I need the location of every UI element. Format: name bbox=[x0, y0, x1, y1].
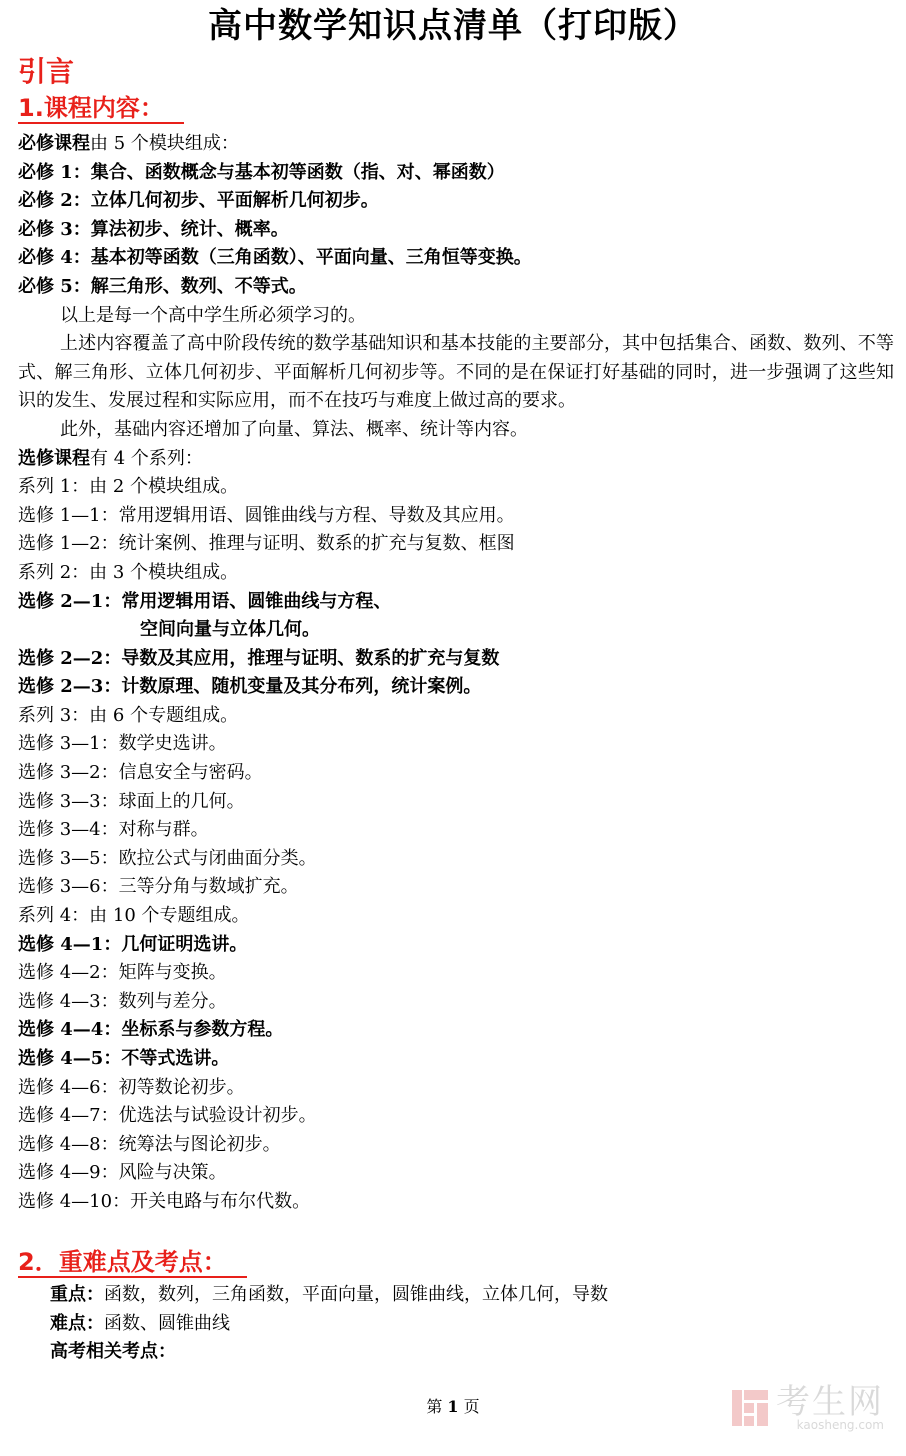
section1-body bbox=[18, 130, 894, 1217]
difficult-points-label: 难点： bbox=[50, 1312, 104, 1334]
key-points-label: 重点： bbox=[50, 1284, 104, 1305]
required-courses-line bbox=[18, 130, 894, 159]
paragraph-2: 上述内容覆盖了高中阶段传统的数学基础知识和基本技能的主要部分，其中包括集合、函数、数列、不等式、解三角形、立体几何初步、平面解析几何初步等。不同的是在保证打好基础的同时，进一步强调了这些知识的发生、发展过程和实际应用，而不在技巧与难度上做过高的要求。 bbox=[18, 333, 894, 412]
elective-line: 选修 4—4：坐标系与参数方程。 bbox=[18, 1019, 284, 1041]
page-prefix: 第 bbox=[426, 1397, 443, 1416]
elective-list bbox=[18, 473, 894, 1216]
module-line: 必修 3：算法初步、统计、概率。 bbox=[18, 218, 289, 240]
elective-line: 选修 3—2：信息安全与密码。 bbox=[18, 762, 263, 784]
key-points-line bbox=[18, 1281, 894, 1310]
elective-line: 系列 3：由 6 个专题组成。 bbox=[18, 704, 239, 726]
elective-line: 选修 3—4：对称与群。 bbox=[18, 819, 209, 841]
elective-line: 选修 4—9：风险与决策。 bbox=[18, 1162, 227, 1184]
elective-line: 选修 2—2：导数及其应用，推理与证明、数系的扩充与复数 bbox=[18, 647, 500, 669]
elective-line: 选修 4—2：矩阵与变换。 bbox=[18, 962, 227, 984]
page-number-value: 1 bbox=[447, 1397, 459, 1416]
difficult-points-text: 函数、圆锥曲线 bbox=[104, 1312, 230, 1334]
section2-body bbox=[18, 1281, 894, 1367]
section1-heading bbox=[18, 92, 184, 124]
module-line: 必修 5：解三角形、数列、不等式。 bbox=[18, 275, 307, 297]
elective-line: 选修 4—10：开关电路与布尔代数。 bbox=[18, 1190, 311, 1212]
elective-line: 选修 4—5：不等式选讲。 bbox=[18, 1048, 230, 1069]
key-points-text: 函数，数列，三角函数，平面向量，圆锥曲线，立体几何，导数 bbox=[104, 1284, 608, 1305]
elective-line: 系列 2：由 3 个模块组成。 bbox=[18, 561, 239, 583]
watermark-logo-icon bbox=[730, 1388, 770, 1428]
elective-line: 选修 3—1：数学史选讲。 bbox=[18, 733, 227, 755]
elective-line: 选修 4—3：数列与差分。 bbox=[18, 990, 227, 1012]
section2-heading-text: 2．重难点及考点： bbox=[18, 1248, 247, 1278]
elective-line: 系列 4：由 10 个专题组成。 bbox=[18, 905, 250, 927]
watermark-cn: 考生网 bbox=[776, 1382, 884, 1422]
paragraph-3: 此外，基础内容还增加了向量、算法、概率、统计等内容。 bbox=[60, 418, 528, 440]
module-line: 必修 2：立体几何初步、平面解析几何初步。 bbox=[18, 190, 379, 212]
elective-line: 系列 1：由 2 个模块组成。 bbox=[18, 476, 239, 498]
section1-heading-text: 1.课程内容： bbox=[18, 94, 184, 124]
module-line: 必修 4：基本初等函数（三角函数）、平面向量、三角恒等变换。 bbox=[18, 247, 532, 269]
watermark-text bbox=[776, 1382, 884, 1432]
elective-line: 选修 4—1：几何证明选讲。 bbox=[18, 933, 248, 955]
module-line: 必修 1：集合、函数概念与基本初等函数（指、对、幂函数） bbox=[18, 161, 505, 183]
elective-line: 选修 2—1：常用逻辑用语、圆锥曲线与方程、 bbox=[18, 590, 392, 612]
elective-line: 选修 3—5：欧拉公式与闭曲面分类。 bbox=[18, 847, 317, 869]
elective-line: 选修 3—3：球面上的几何。 bbox=[18, 790, 245, 812]
elective-line: 选修 3—6：三等分角与数域扩充。 bbox=[18, 876, 299, 898]
watermark-en: kaosheng.com bbox=[796, 1418, 884, 1432]
elective-line: 选修 4—6：初等数论初步。 bbox=[18, 1076, 245, 1098]
intro-heading: 引言 bbox=[18, 55, 75, 88]
page-suffix: 页 bbox=[463, 1397, 480, 1416]
elective-line: 选修 2—3：计数原理、随机变量及其分布列，统计案例。 bbox=[18, 676, 482, 698]
elective-line: 空间向量与立体几何。 bbox=[140, 619, 320, 641]
document-title: 高中数学知识点清单（打印版） bbox=[208, 6, 698, 46]
elective-line: 选修 4—8：统筹法与图论初步。 bbox=[18, 1133, 281, 1155]
required-courses-label: 必修课程 bbox=[18, 133, 90, 154]
exam-points-label: 高考相关考点： bbox=[50, 1341, 176, 1363]
difficult-points-line bbox=[18, 1310, 894, 1339]
elective-courses-line bbox=[18, 445, 894, 474]
paragraph-1: 以上是每一个高中学生所必须学习的。 bbox=[60, 304, 366, 326]
elective-courses-rest: 有 4 个系列： bbox=[90, 447, 203, 469]
elective-line: 选修 1—1：常用逻辑用语、圆锥曲线与方程、导数及其应用。 bbox=[18, 504, 515, 526]
elective-courses-label: 选修课程 bbox=[18, 447, 90, 469]
section2-heading bbox=[18, 1246, 247, 1278]
elective-line: 选修 4—7：优选法与试验设计初步。 bbox=[18, 1105, 317, 1127]
watermark bbox=[730, 1382, 884, 1432]
required-courses-rest: 由 5 个模块组成： bbox=[90, 133, 239, 154]
elective-line: 选修 1—2：统计案例、推理与证明、数系的扩充与复数、框图 bbox=[18, 533, 515, 555]
